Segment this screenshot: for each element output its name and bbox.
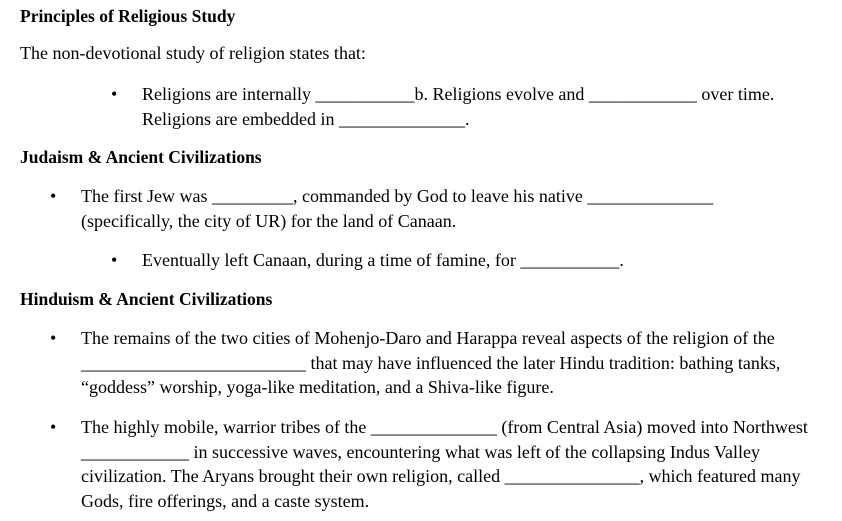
list-item-text: Eventually left Canaan, during a time of famine, for ___________. — [142, 250, 624, 270]
section-heading-judaism: Judaism & Ancient Civilizations — [20, 147, 262, 167]
section-intro-text: The non-devotional study of religion states that: — [20, 43, 366, 63]
bullet-marker: • — [50, 328, 57, 348]
section-heading-hinduism: Hinduism & Ancient Civilizations — [20, 289, 273, 309]
bullet-marker: • — [111, 250, 118, 270]
bullet-marker: • — [111, 84, 118, 104]
list-item-text: The first Jew was _________, commanded by God to leave his native ______________ (specifically, the city of UR) for the land of Canaan. — [81, 186, 714, 231]
section-heading-principles: Principles of Religious Study — [20, 6, 236, 26]
bullet-marker: • — [50, 417, 57, 437]
bullet-marker: • — [50, 186, 57, 206]
list-item-text: Religions are internally ___________b. Religions evolve and ____________ over time. Religions are embedded in ______________. — [142, 84, 775, 129]
list-item-text: The highly mobile, warrior tribes of the ______________ (from Central Asia) moved into Northwest ____________ in successive waves, encountering what was left of the collapsing Indus Valley civilization. The Aryans brought their own religion, called _______________, which featured many Gods, fire offerings, and a caste system. — [81, 417, 808, 511]
list-item-text: The remains of the two cities of Mohenjo-Daro and Harappa reveal aspects of the religion of the _________________________ that may have influenced the later Hindu tradition: bathing tanks, “goddess” worship, yoga-like meditation, and a Shiva-like figure. — [81, 328, 781, 397]
